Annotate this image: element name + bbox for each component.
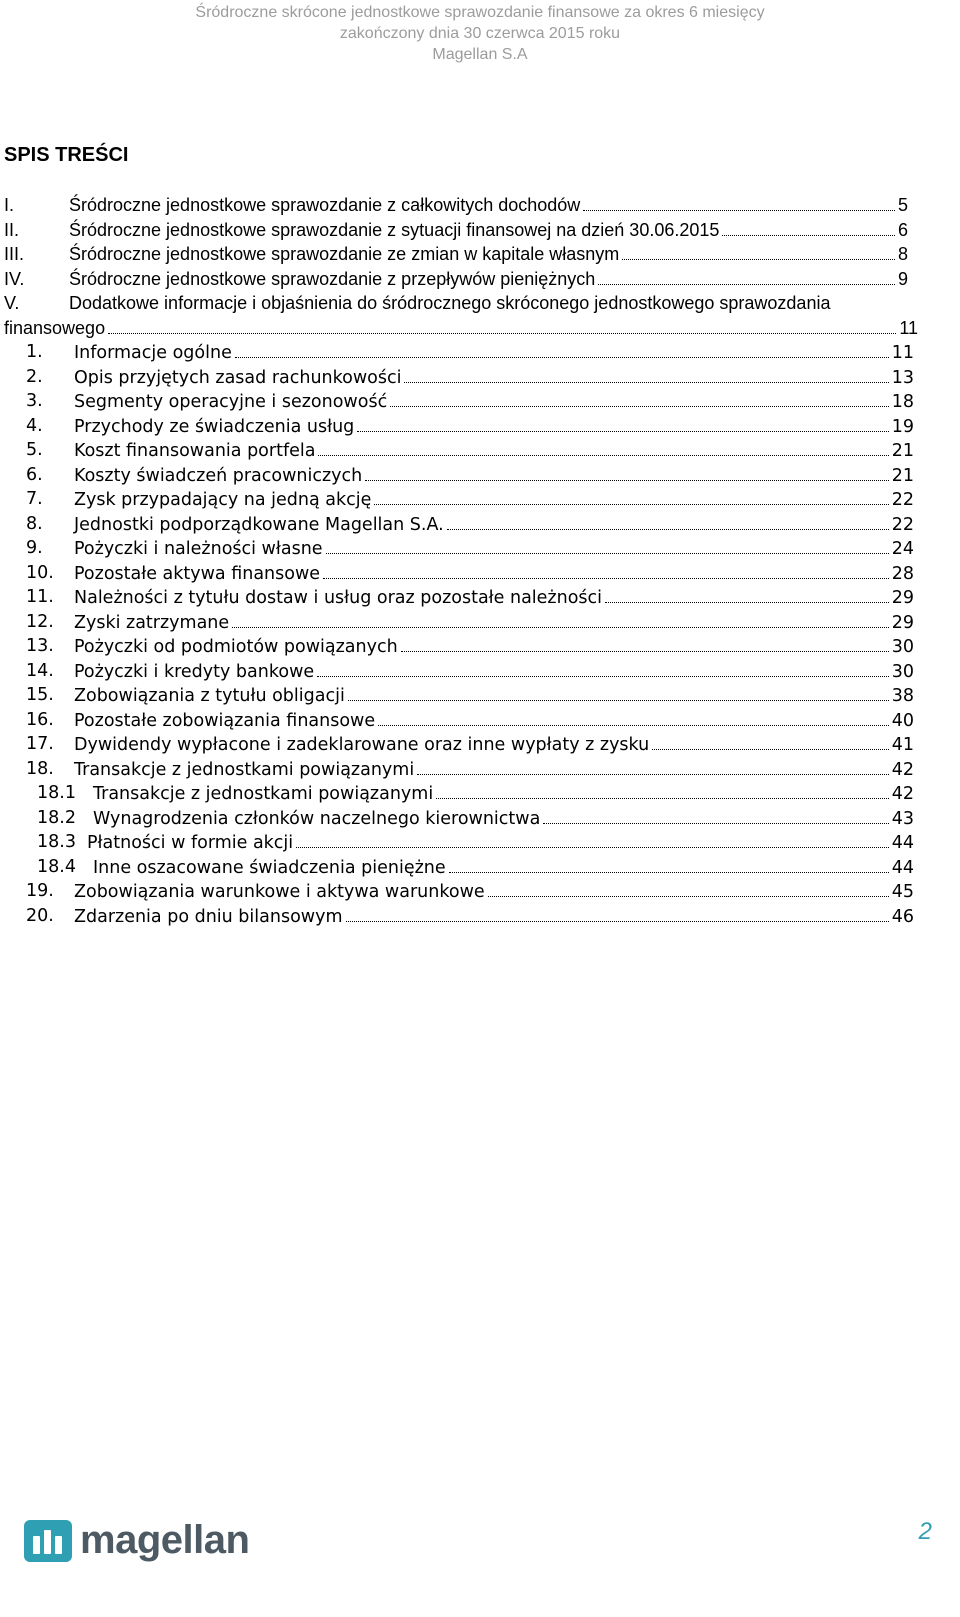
toc-entry-page: 44 [891,857,914,878]
page-header [0,2,960,65]
toc-entry-text: Płatności w formie akcji [87,833,294,853]
toc-entry-number: 18.4 [37,856,76,877]
dot-leader [449,855,889,873]
toc-entry[interactable] [0,634,960,659]
toc-entry[interactable] [0,806,960,831]
toc-entry-text: Dodatkowe informacje i objaśnienia do śródrocznego skróconego jednostkowego sprawozdania [69,293,831,313]
toc-entry-number: II. [4,219,20,240]
toc-entry-number: 18.1 [37,783,76,803]
toc-entry[interactable] [0,585,960,610]
toc-entry-page: 29 [891,588,914,608]
toc-entry-text: Wynagrodzenia członków naczelnego kierownictwa [93,808,541,829]
toc-entry-text: Śródroczne jednostkowe sprawozdanie z całkowitych dochodów [69,195,581,215]
toc-entry-number: III. [4,244,25,264]
toc-title: SPIS TREŚCI [4,144,129,166]
toc-entry-number: 2. [26,366,43,387]
toc-entry-text: Dywidendy wypłacone i zadeklarowane oraz inne wypłaty z zysku [74,735,650,755]
toc-entry-number: 18.2 [37,807,76,828]
toc-entry-page: 30 [891,637,914,657]
toc-entry[interactable] [0,389,960,414]
toc-entry[interactable] [0,732,960,757]
dot-leader [401,634,889,652]
toc-entry-text: Śródroczne jednostkowe sprawozdanie z przepływów pieniężnych [69,268,596,289]
toc-entry-page: 43 [891,808,914,829]
toc-entry-number: 20. [26,905,54,926]
toc-entry-page: 6 [897,219,908,240]
toc-entry[interactable] [0,879,960,904]
dot-leader [357,414,888,432]
toc-entry-text: Jednostki podporządkowane Magellan S.A. [74,514,444,535]
toc-entry-number: 15. [26,685,54,705]
toc-entry-text: Segmenty operacyjne i sezonowość [74,392,388,412]
toc-entry-number: 5. [26,440,43,460]
dot-leader [447,512,889,530]
dot-leader [232,610,889,628]
toc-entry-page: 24 [891,539,914,559]
toc-entry-number: 19. [26,881,54,901]
dot-leader [318,438,888,456]
toc-entry-text: Zobowiązania warunkowe i aktywa warunkowe [74,882,485,902]
toc-entry-page: 8 [897,244,908,264]
toc-entry[interactable] [0,904,960,929]
toc-entry-number: 17. [26,734,54,754]
dot-leader [323,561,889,579]
dot-leader [348,683,889,701]
dot-leader [378,708,889,726]
toc-entry-number: 12. [26,611,54,632]
dot-leader [317,659,889,677]
dot-leader [235,340,889,358]
toc-entry[interactable] [0,512,960,537]
toc-entry-text: Zobowiązania z tytułu obligacji [74,686,345,706]
toc-entry-page: 21 [891,465,914,486]
dot-leader [652,732,888,750]
toc-entry-number: 11. [26,587,54,607]
dot-leader [404,365,888,383]
logo-wordmark: magellan [80,1518,250,1562]
toc-entry-number: 13. [26,636,54,656]
dot-leader [436,781,889,799]
toc-entry-page: 40 [891,710,914,731]
dot-leader [108,316,896,334]
toc-entry-text: Opis przyjętych zasad rachunkowości [74,367,402,388]
toc-entry-v[interactable] [0,291,960,340]
footer-logo [24,1518,249,1563]
toc-entry-number: 18. [26,758,54,779]
toc-entry-number: 10. [26,562,54,583]
toc-entry[interactable] [0,659,960,684]
header-line-1: Śródroczne skrócone jednostkowe sprawozdanie finansowe za okres 6 miesięcy [195,4,765,21]
toc-entry-number: 16. [26,709,54,730]
toc-entry[interactable] [0,267,960,292]
toc-entry-text: Informacje ogólne [74,343,232,363]
dot-leader [605,585,889,603]
toc-entry-text: Zdarzenia po dniu bilansowym [74,906,343,927]
toc-entry-page: 28 [891,563,914,584]
toc-entry-page: 30 [891,661,914,682]
dot-leader [417,757,889,775]
dot-leader [583,193,895,211]
magellan-logo-icon [24,1520,72,1562]
toc-entry-text: Pożyczki i kredyty bankowe [74,661,315,682]
toc-entry-text: Pozostałe aktywa finansowe [74,563,321,584]
toc-entry-page: 21 [891,441,914,461]
dot-leader [374,487,888,505]
toc-entry-text: Koszt finansowania portfela [74,441,316,461]
header-line-2: zakończony dnia 30 czerwca 2015 roku [339,25,621,42]
table-of-contents [0,193,960,928]
toc-entry-page: 42 [891,784,914,804]
toc-entry-text-continued: finansowego [4,317,106,338]
dot-leader [346,904,889,922]
toc-entry[interactable] [0,781,960,806]
toc-entry-number: 4. [26,415,43,436]
dot-leader [326,536,889,554]
toc-entry-text: Transakcje z jednostkami powiązanymi [74,759,415,780]
toc-entry-number: 9. [26,538,43,558]
toc-entry-page: 38 [891,686,914,706]
toc-entry-number: V. [4,293,20,313]
dot-leader [488,879,889,897]
toc-entry-number: I. [4,195,15,215]
toc-entry-page: 19 [891,416,914,437]
toc-entry-text: Przychody ze świadczenia usług [74,416,355,437]
toc-entry[interactable] [0,193,960,218]
toc-entry[interactable] [0,610,960,635]
toc-entry[interactable] [0,708,960,733]
toc-entry-page: 45 [891,882,914,902]
toc-entry[interactable] [0,414,960,439]
toc-entry-page: 44 [891,833,914,853]
toc-entry-page: 11 [891,343,914,363]
dot-leader [543,806,888,824]
toc-entry-number: 1. [26,342,43,362]
toc-entry-number: 7. [26,489,43,509]
toc-entry-page: 18 [891,392,914,412]
toc-entry[interactable] [0,242,960,267]
toc-entry[interactable] [0,463,960,488]
toc-entry-text: Pożyczki i należności własne [74,539,323,559]
dot-leader [722,218,895,236]
toc-entry-text: Koszty świadczeń pracowniczych [74,465,363,486]
toc-entry[interactable] [0,830,960,855]
toc-entry-text: Inne oszacowane świadczenia pieniężne [93,857,446,878]
dot-leader [598,267,895,285]
toc-entry[interactable] [0,757,960,782]
toc-entry[interactable] [0,365,960,390]
toc-entry-number: 6. [26,464,43,485]
toc-entry-page: 42 [891,759,914,780]
toc-entry-text: Transakcje z jednostkami powiązanymi [93,784,434,804]
toc-entry-page: 22 [891,490,914,510]
toc-entry[interactable] [0,340,960,365]
toc-entry[interactable] [0,218,960,243]
toc-entry-text: Pożyczki od podmiotów powiązanych [74,637,398,657]
toc-entry[interactable] [0,561,960,586]
toc-entry[interactable] [0,438,960,463]
toc-entry-number: 3. [26,391,43,411]
toc-entry-number: 8. [26,513,43,534]
toc-entry-page: 46 [891,906,914,927]
toc-entry-page: 41 [891,735,914,755]
toc-entry-page: 5 [897,195,908,215]
toc-entry-text: Zyski zatrzymane [74,612,230,633]
toc-entry-number: 18.3 [37,832,76,852]
numbered-section-list [0,340,960,928]
roman-section-list [0,193,960,291]
toc-entry[interactable] [0,487,960,512]
toc-entry-page: 11 [899,317,918,338]
dot-leader [365,463,888,481]
toc-entry-text: Śródroczne jednostkowe sprawozdanie ze zmian w kapitale własnym [69,244,620,264]
toc-entry[interactable] [0,683,960,708]
header-line-3: Magellan S.A [432,46,528,63]
toc-entry-page: 29 [891,612,914,633]
dot-leader [296,830,889,848]
toc-entry-number: IV. [4,268,25,289]
page-number: 2 [918,1518,932,1545]
toc-entry-page: 9 [897,268,908,289]
toc-entry[interactable] [0,536,960,561]
toc-entry-page: 22 [891,514,914,535]
toc-entry-number: 14. [26,660,54,681]
toc-entry-text: Należności z tytułu dostaw i usług oraz pozostałe należności [74,588,603,608]
dot-leader [390,389,889,407]
dot-leader [622,242,895,260]
toc-entry[interactable] [0,855,960,880]
toc-entry-text: Zysk przypadający na jedną akcję [74,490,372,510]
toc-entry-text: Śródroczne jednostkowe sprawozdanie z sytuacji finansowej na dzień 30.06.2015 [69,219,720,240]
toc-entry-text: Pozostałe zobowiązania finansowe [74,710,376,731]
toc-entry-page: 13 [891,367,914,388]
